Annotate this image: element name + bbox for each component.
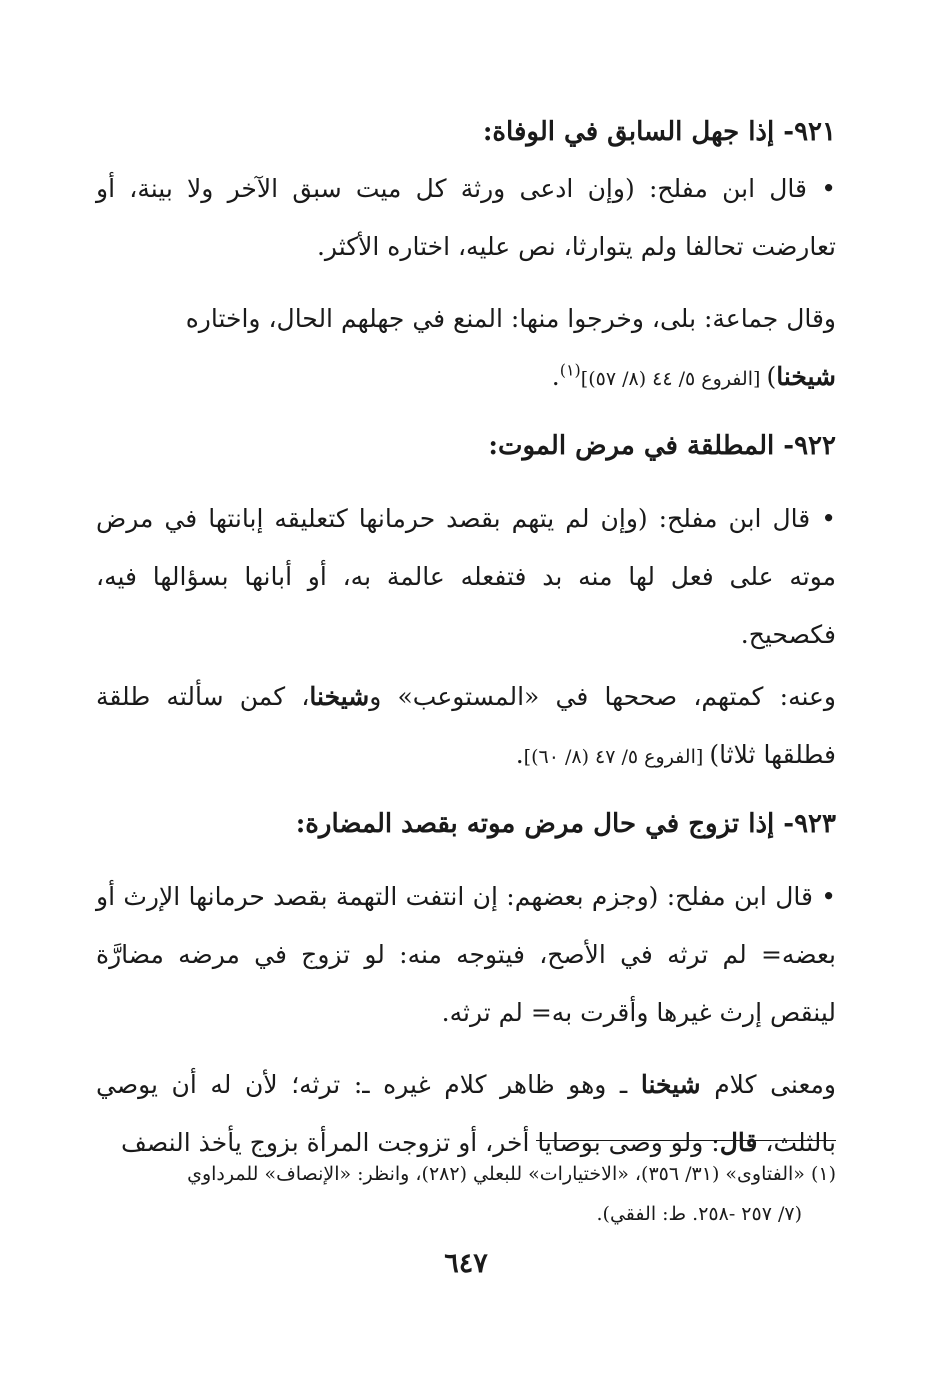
source-reference: [الفروع ٥/ ٤٧ (٨/ ٦٠)] [523,746,710,768]
paragraph: • قال ابن مفلح: (وجزم بعضهم: إن انتفت التهمة بقصد حرمانها الإرث أو بعضه= لم ترثه في الأصح، فيتوجه منه: لو تزوج في مرضه مضارَّة لينقص إرث غيرها وأقرت به= لم ترثه. [96,882,836,1027]
page-number: ٦٤٧ [444,1248,488,1279]
paragraph-end: . [551,362,560,391]
section-heading: ٩٢١- إذا جهل السابق في الوفاة: [482,117,836,147]
footnote-line: (١) «الفتاوى» (٣١/ ٣٥٦)، «الاختيارات» للبعلي (٢٨٢)، وانظر: «الإنصاف» للمرداوي [187,1163,836,1185]
paragraph [96,668,836,786]
paragraph-text: وقال جماعة: بلى، وخرجوا منها: المنع في جهلهم الحال، واختاره [185,304,836,333]
bold-word: قال [719,1128,758,1157]
paragraph-text: ومعنى كلام [700,1070,836,1099]
bold-name: شيخنا [640,1070,701,1099]
paragraph-text: ، كمن سألته طلقة فطلقها ثلاثا) [96,682,836,769]
section-heading: ٩٢٢- المطلقة في مرض الموت: [488,431,836,461]
bold-name: شيخنا [776,362,836,391]
footnote-line: (٧/ ٢٥٧ -٢٥٨. ط: الفقي). [596,1203,802,1225]
section-heading: ٩٢٣- إذا تزوج في حال مرض موته بقصد المضارة: [295,809,836,839]
closing-paren: ) [766,362,777,391]
footnote-marker: (١) [559,360,581,380]
footnote-divider [536,1140,836,1141]
paragraph-end: . [515,740,524,769]
page-body [96,108,836,1172]
paragraph-text: وعنه: كمتهم، صححها في «المستوعب» و [369,682,837,711]
paragraph: • قال ابن مفلح: (وإن ادعى ورثة كل ميت سبق الآخر ولا بينة، أو تعارضت تحالفا ولم يتوارثا، نص عليه، اختاره الأكثر. [96,174,836,261]
paragraph [96,290,836,408]
bold-name: شيخنا [309,682,370,711]
paragraph-text: ـ وهو ظاهر كلام غيره ـ: ترثه؛ لأن له أن يوصي بالثلث، [96,1070,836,1157]
paragraph: • قال ابن مفلح: (وإن لم يتهم بقصد حرمانها كتعليقه إبانتها في مرض موته على فعل لها منه بد فتفعله عالمة به، أو أبانها بسؤالها فيه، فكصحيح. [96,504,836,649]
source-reference: [الفروع ٥/ ٤٤ (٨/ ٥٧)] [580,368,767,390]
footnotes [96,1154,836,1234]
paragraph-text: : ولو وصى بوصايا أخر، أو تزوجت المرأة بزوج يأخذ النصف [121,1128,720,1157]
